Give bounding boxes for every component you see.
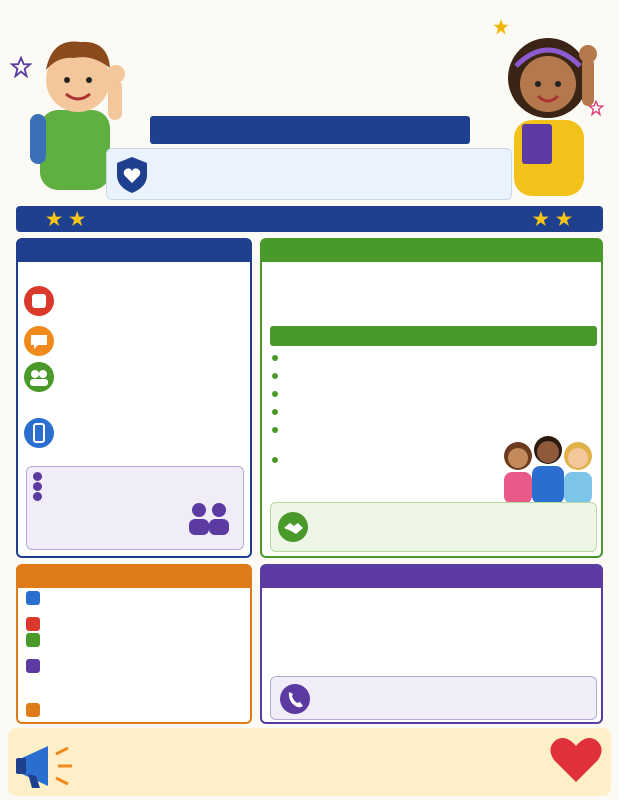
heart-icon bbox=[26, 617, 40, 631]
phone-icon bbox=[24, 418, 54, 448]
group-icon bbox=[24, 362, 54, 392]
school-icon bbox=[26, 703, 40, 717]
bullet-icon bbox=[272, 409, 278, 415]
not-bullying-item bbox=[272, 454, 512, 463]
shield-heart-icon bbox=[115, 155, 149, 195]
check-icon bbox=[33, 472, 42, 481]
subtitle-ribbon bbox=[150, 116, 470, 144]
bullet-icon bbox=[272, 373, 278, 379]
handshake-icon bbox=[277, 511, 309, 548]
people-icon bbox=[26, 633, 40, 647]
usually-item bbox=[33, 491, 177, 501]
children-group-illustration bbox=[498, 430, 598, 509]
megaphone-icon bbox=[14, 740, 78, 797]
chat-icon bbox=[26, 591, 40, 605]
intro-box bbox=[106, 148, 512, 200]
shield-icon bbox=[26, 659, 40, 673]
what-is-bullying-card bbox=[16, 238, 252, 558]
heart-icon bbox=[548, 734, 604, 791]
check-icon bbox=[33, 492, 42, 501]
not-bullying-item bbox=[272, 424, 512, 433]
bullet-icon bbox=[272, 391, 278, 397]
not-bullying-item bbox=[272, 406, 512, 415]
what-is-bullying-heading bbox=[18, 240, 250, 262]
working-together-card bbox=[260, 564, 603, 724]
not-bullying-item bbox=[272, 388, 512, 397]
star-icon: ★ ★ bbox=[46, 209, 87, 229]
check-icon bbox=[33, 482, 42, 491]
bullet-icon bbox=[272, 355, 278, 361]
how-parents-can-help-card bbox=[16, 564, 252, 724]
not-bullying-subheading bbox=[270, 326, 597, 346]
working-together-heading bbox=[262, 566, 601, 588]
not-bullying-card bbox=[260, 238, 603, 558]
usually-item bbox=[33, 481, 177, 491]
people-icon bbox=[187, 501, 231, 542]
not-bullying-item bbox=[272, 352, 512, 361]
not-bullying-heading bbox=[262, 240, 601, 262]
adult-guidance-note bbox=[270, 502, 597, 552]
remember-banner bbox=[8, 728, 611, 796]
phone-icon bbox=[279, 683, 311, 720]
contact-box bbox=[270, 676, 597, 720]
bullet-icon bbox=[272, 457, 278, 463]
school-name-banner bbox=[16, 206, 603, 232]
not-bullying-item bbox=[272, 370, 512, 379]
usually-item bbox=[33, 471, 177, 481]
how-parents-can-help-heading bbox=[18, 566, 250, 588]
bullying-usually-box bbox=[26, 466, 244, 550]
speech-bubble-icon bbox=[24, 326, 54, 356]
page-title-line2 bbox=[0, 46, 619, 114]
fist-icon bbox=[24, 286, 54, 316]
bullet-icon bbox=[272, 427, 278, 433]
star-icon: ★ ★ bbox=[532, 209, 573, 229]
